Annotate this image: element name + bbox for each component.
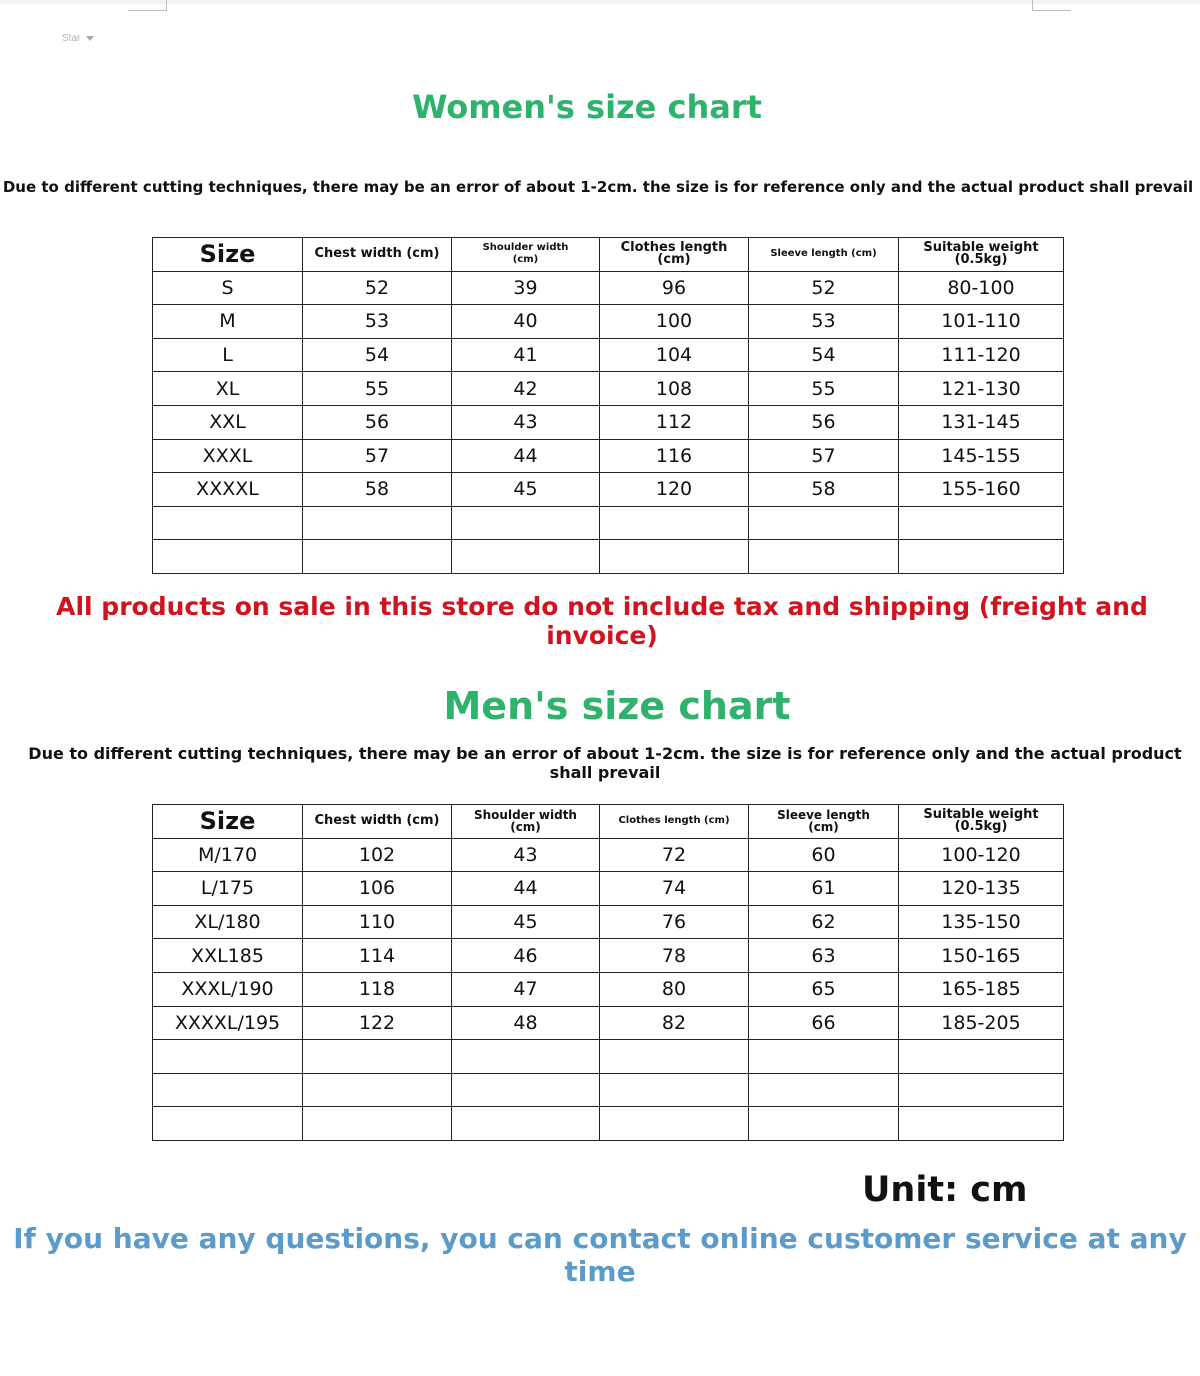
table-cell: 100-120 <box>899 838 1064 872</box>
table-cell: XXXXL <box>153 473 303 507</box>
table-header-row <box>153 238 1064 272</box>
table-cell: XL <box>153 372 303 406</box>
table-cell: 54 <box>749 338 899 372</box>
table-cell <box>153 540 303 574</box>
table-cell: 111-120 <box>899 338 1064 372</box>
table-row <box>153 439 1064 473</box>
table-cell: 80 <box>600 972 749 1006</box>
table-row <box>153 540 1064 574</box>
table-row <box>153 838 1064 872</box>
table-cell: 116 <box>600 439 749 473</box>
table-cell <box>303 1040 452 1074</box>
header-suitable-weight: Suitable weight (0.5kg) <box>899 238 1064 272</box>
table-cell: 104 <box>600 338 749 372</box>
table-cell <box>899 1073 1064 1107</box>
table-cell: 72 <box>600 838 749 872</box>
table-row <box>153 1073 1064 1107</box>
table-cell: 55 <box>303 372 452 406</box>
header-sleeve-length: Sleeve length (cm) <box>749 238 899 272</box>
table-cell: 185-205 <box>899 1006 1064 1040</box>
table-cell: 120 <box>600 473 749 507</box>
table-row <box>153 872 1064 906</box>
table-cell: 135-150 <box>899 905 1064 939</box>
table-cell: 54 <box>303 338 452 372</box>
table-cell: 53 <box>303 305 452 339</box>
header-size: Size <box>153 805 303 839</box>
table-cell: 102 <box>303 838 452 872</box>
contact-notice: If you have any questions, you can contact online customer service at any time <box>13 1222 1187 1288</box>
table-row <box>153 1107 1064 1141</box>
table-cell: XXXXL/195 <box>153 1006 303 1040</box>
table-row <box>153 271 1064 305</box>
table-cell <box>899 540 1064 574</box>
table-cell: 121-130 <box>899 372 1064 406</box>
table-cell: 66 <box>749 1006 899 1040</box>
chevron-down-icon <box>86 36 94 41</box>
men-size-note: Due to different cutting techniques, there may be an error of about 1-2cm. the size is for reference only and the actual product shall prevail <box>28 744 1182 782</box>
header-suitable-weight: Suitable weight (0.5kg) <box>899 805 1064 839</box>
table-cell: 42 <box>452 372 600 406</box>
crop-mark-left <box>128 0 167 11</box>
table-cell <box>600 506 749 540</box>
table-cell: XXL <box>153 405 303 439</box>
unit-label: Unit: cm <box>862 1170 1028 1210</box>
table-header-row <box>153 805 1064 839</box>
table-cell: 57 <box>749 439 899 473</box>
table-cell: L/175 <box>153 872 303 906</box>
men-size-chart-title: Men's size chart <box>443 684 791 728</box>
table-cell: 145-155 <box>899 439 1064 473</box>
women-size-note: Due to different cutting techniques, there may be an error of about 1-2cm. the size is for reference only and the actual product shall prevail <box>2 178 1194 196</box>
table-cell <box>452 540 600 574</box>
table-cell: 48 <box>452 1006 600 1040</box>
header-chest-width: Chest width (cm) <box>303 805 452 839</box>
table-cell: 80-100 <box>899 271 1064 305</box>
table-cell <box>899 1107 1064 1141</box>
table-cell: 58 <box>749 473 899 507</box>
table-row <box>153 473 1064 507</box>
table-cell <box>600 1107 749 1141</box>
table-row <box>153 939 1064 973</box>
table-cell: XXL185 <box>153 939 303 973</box>
table-cell <box>153 506 303 540</box>
table-cell: 43 <box>452 405 600 439</box>
table-cell <box>600 1040 749 1074</box>
table-cell: 55 <box>749 372 899 406</box>
table-cell: 63 <box>749 939 899 973</box>
table-cell <box>153 1040 303 1074</box>
table-cell: 57 <box>303 439 452 473</box>
table-cell: XL/180 <box>153 905 303 939</box>
table-cell: 56 <box>303 405 452 439</box>
table-cell: 58 <box>303 473 452 507</box>
table-cell <box>303 1073 452 1107</box>
table-cell: 60 <box>749 838 899 872</box>
table-cell <box>452 1073 600 1107</box>
table-cell: 82 <box>600 1006 749 1040</box>
table-cell: 96 <box>600 271 749 305</box>
table-cell <box>749 1040 899 1074</box>
header-clothes-length: Clothes length (cm) <box>600 238 749 272</box>
table-row <box>153 1006 1064 1040</box>
table-cell: 44 <box>452 872 600 906</box>
table-cell <box>303 1107 452 1141</box>
table-cell <box>153 1107 303 1141</box>
table-cell: 76 <box>600 905 749 939</box>
table-cell: 118 <box>303 972 452 1006</box>
table-row <box>153 1040 1064 1074</box>
table-cell: 114 <box>303 939 452 973</box>
table-cell <box>600 1073 749 1107</box>
table-cell: 44 <box>452 439 600 473</box>
table-cell <box>452 1107 600 1141</box>
table-cell: 53 <box>749 305 899 339</box>
table-cell: XXXL <box>153 439 303 473</box>
table-row <box>153 972 1064 1006</box>
table-cell: 47 <box>452 972 600 1006</box>
header-clothes-length: Clothes length (cm) <box>600 805 749 839</box>
header-shoulder-width: Shoulder width (cm) <box>452 238 600 272</box>
table-cell: M <box>153 305 303 339</box>
header-shoulder-width: Shoulder width (cm) <box>452 805 600 839</box>
table-row <box>153 506 1064 540</box>
table-cell <box>749 540 899 574</box>
table-cell <box>749 506 899 540</box>
table-cell <box>452 1040 600 1074</box>
table-cell <box>600 540 749 574</box>
table-row <box>153 372 1064 406</box>
table-cell: 155-160 <box>899 473 1064 507</box>
table-cell <box>153 1073 303 1107</box>
table-cell: 62 <box>749 905 899 939</box>
table-cell: 106 <box>303 872 452 906</box>
header-size: Size <box>153 238 303 272</box>
table-cell: 41 <box>452 338 600 372</box>
table-cell: 52 <box>303 271 452 305</box>
table-cell: L <box>153 338 303 372</box>
table-cell: 108 <box>600 372 749 406</box>
table-cell: 40 <box>452 305 600 339</box>
table-cell: 46 <box>452 939 600 973</box>
table-cell: 45 <box>452 473 600 507</box>
table-cell: XXXL/190 <box>153 972 303 1006</box>
table-cell: 120-135 <box>899 872 1064 906</box>
women-size-chart-title: Women's size chart <box>412 88 762 126</box>
men-size-table <box>152 804 1064 1141</box>
table-cell: 52 <box>749 271 899 305</box>
table-cell: 150-165 <box>899 939 1064 973</box>
table-cell: 100 <box>600 305 749 339</box>
table-cell: 122 <box>303 1006 452 1040</box>
header-sleeve-length: Sleeve length (cm) <box>749 805 899 839</box>
table-cell: 61 <box>749 872 899 906</box>
table-cell: 110 <box>303 905 452 939</box>
table-cell <box>749 1107 899 1141</box>
header-chest-width: Chest width (cm) <box>303 238 452 272</box>
table-cell: 65 <box>749 972 899 1006</box>
star-label: Star <box>62 33 81 44</box>
table-cell: S <box>153 271 303 305</box>
table-cell: 39 <box>452 271 600 305</box>
table-cell: M/170 <box>153 838 303 872</box>
table-cell: 101-110 <box>899 305 1064 339</box>
top-rule <box>0 0 1200 4</box>
table-cell: 43 <box>452 838 600 872</box>
women-size-table <box>152 237 1064 574</box>
table-cell <box>899 506 1064 540</box>
table-cell: 165-185 <box>899 972 1064 1006</box>
table-cell: 56 <box>749 405 899 439</box>
crop-mark-right <box>1032 0 1071 11</box>
table-row <box>153 405 1064 439</box>
table-cell: 78 <box>600 939 749 973</box>
table-row <box>153 338 1064 372</box>
tax-shipping-notice: All products on sale in this store do not include tax and shipping (freight and invoice) <box>56 592 1148 650</box>
table-cell <box>452 506 600 540</box>
table-row <box>153 305 1064 339</box>
table-row <box>153 905 1064 939</box>
table-cell <box>303 506 452 540</box>
table-cell: 74 <box>600 872 749 906</box>
table-cell: 112 <box>600 405 749 439</box>
table-cell <box>749 1073 899 1107</box>
table-cell <box>303 540 452 574</box>
star-dropdown[interactable] <box>62 33 94 44</box>
table-cell <box>899 1040 1064 1074</box>
table-cell: 131-145 <box>899 405 1064 439</box>
table-cell: 45 <box>452 905 600 939</box>
